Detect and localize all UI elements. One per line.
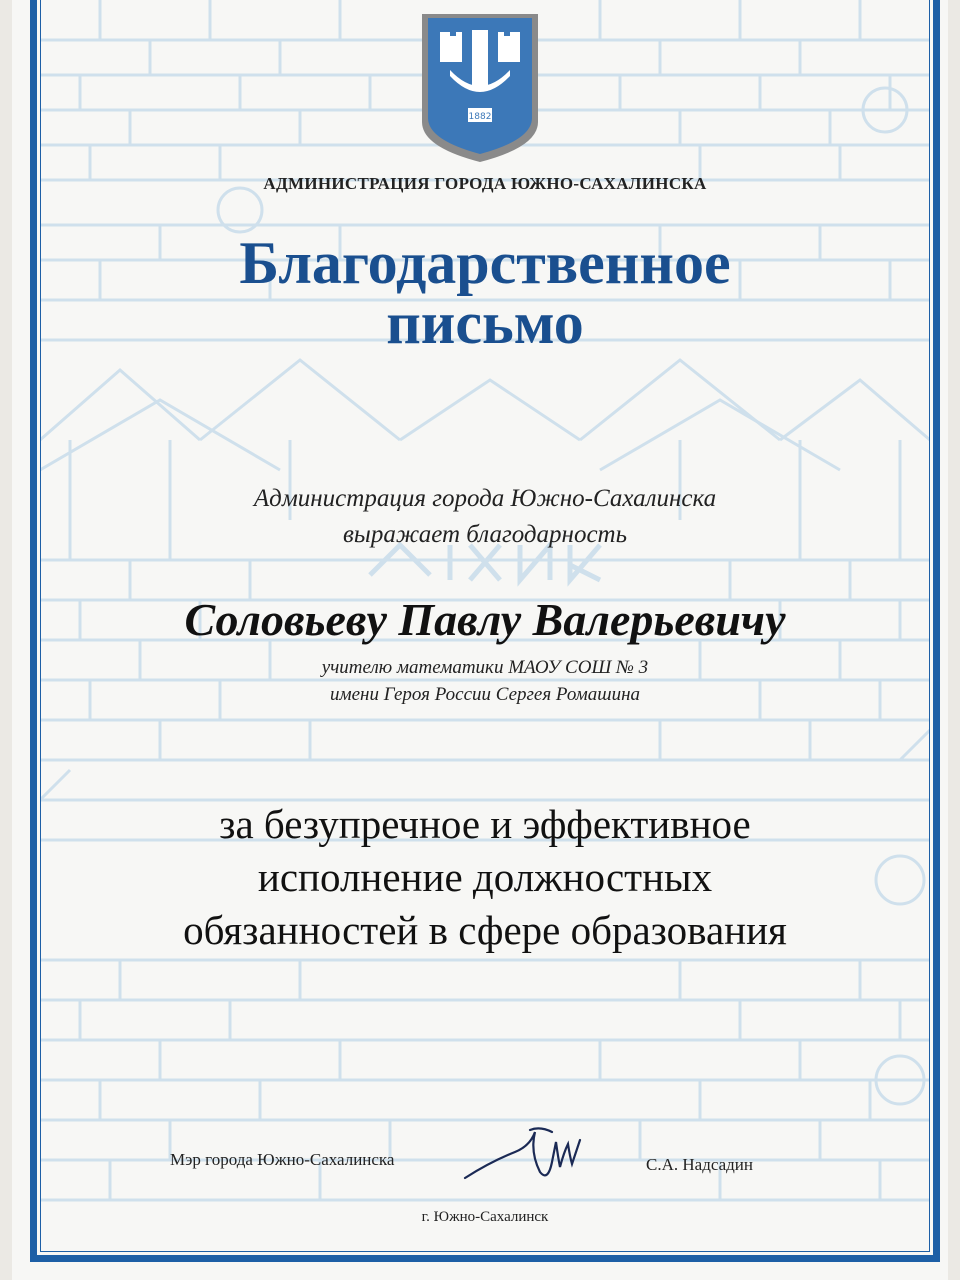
- signatory-name: С.А. Надсадин: [646, 1155, 753, 1174]
- handwritten-signature: [460, 1122, 590, 1186]
- left-bear-figure-icon: [440, 32, 462, 62]
- award-reason-line3: обязанностей в сфере образования: [183, 907, 787, 953]
- recipient-position-line2: имени Героя России Сергея Ромашина: [329, 684, 641, 705]
- document-title-line2: письмо: [386, 290, 584, 356]
- intro-text: Администрация города Южно-Сахалинска: [253, 485, 717, 512]
- award-reason: за безупречное и эффективное: [219, 801, 751, 847]
- issuer-header: АДМИНИСТРАЦИЯ ГОРОДА ЮЖНО-САХАЛИНСКА: [263, 174, 707, 193]
- recipient-name: Соловьеву Павлу Валерьевичу: [184, 594, 786, 645]
- issue-city: г. Южно-Сахалинск: [421, 1209, 549, 1225]
- right-bear-figure-icon: [498, 32, 520, 62]
- coat-of-arms-emblem: [420, 12, 540, 164]
- document-title: Благодарственное: [239, 230, 731, 296]
- signatory-title: Мэр города Южно-Сахалинска: [170, 1150, 395, 1169]
- award-reason-line2: исполнение должностных: [257, 854, 713, 900]
- intro-text-line2: выражает благодарность: [343, 521, 627, 548]
- recipient-position: учителю математики МАОУ СОШ № 3: [321, 657, 649, 678]
- svg-text:1882: 1882: [468, 112, 492, 122]
